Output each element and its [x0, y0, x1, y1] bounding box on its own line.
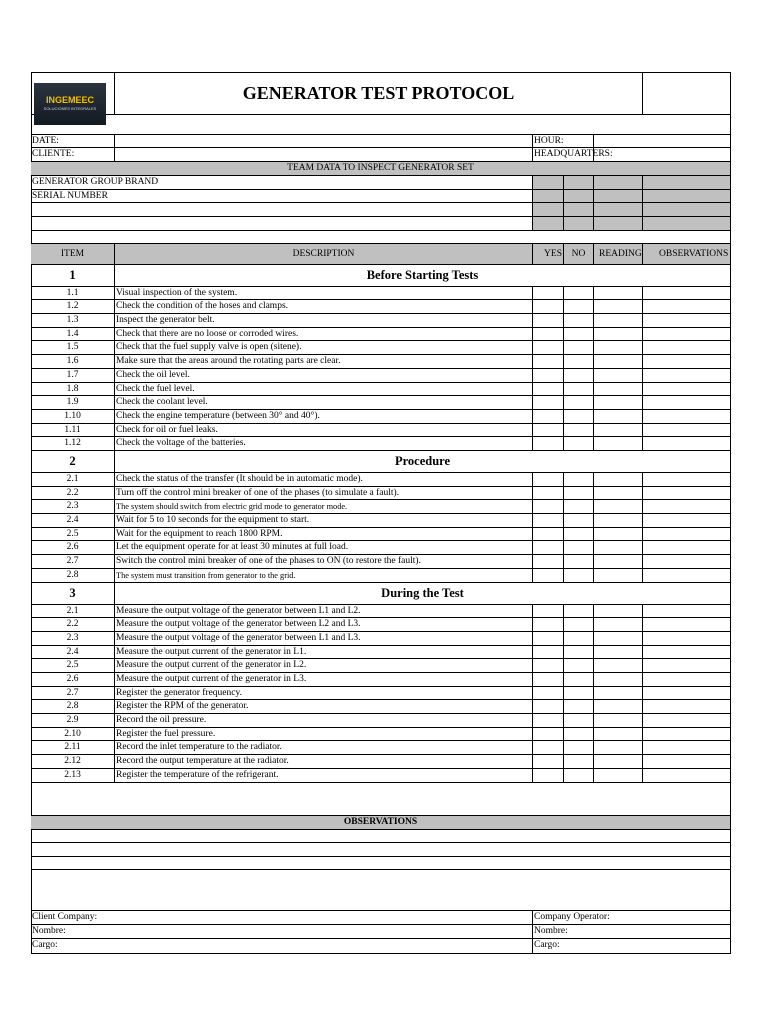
team-value-cell[interactable] [564, 190, 594, 203]
logo-tagline: SOLUCIONES INTEGRALES [43, 106, 97, 111]
yes-checkbox-cell[interactable] [533, 714, 564, 728]
item-description: The system must transition from generator to the grid. [115, 569, 533, 583]
observation-field[interactable] [643, 314, 731, 328]
item-description: Turn off the control mini breaker of one of the phases (to simulate a fault). [115, 487, 533, 500]
team-value-cell[interactable] [643, 190, 731, 203]
observation-field[interactable] [643, 369, 731, 383]
reading-field[interactable] [594, 369, 643, 383]
reading-field[interactable] [594, 424, 643, 437]
headquarters-field[interactable] [594, 148, 731, 162]
yes-checkbox-cell[interactable] [533, 514, 564, 528]
yes-checkbox-cell[interactable] [533, 618, 564, 632]
reading-field[interactable] [594, 396, 643, 410]
client-label: CLIENTE: [31, 148, 115, 162]
observation-field[interactable] [643, 541, 731, 555]
item-description: Check the status of the transfer (It should be in automatic mode). [115, 473, 533, 487]
yes-checkbox-cell[interactable] [533, 328, 564, 341]
observation-field[interactable] [643, 687, 731, 700]
no-checkbox-cell[interactable] [564, 514, 594, 528]
section-number: 2 [31, 451, 115, 473]
spacer-row [31, 783, 731, 816]
observation-field[interactable] [643, 514, 731, 528]
team-value-cell[interactable] [564, 203, 594, 217]
no-checkbox-cell[interactable] [564, 410, 594, 424]
no-checkbox-cell[interactable] [564, 500, 594, 514]
date-label: DATE: [31, 135, 115, 148]
observation-field[interactable] [643, 287, 731, 300]
yes-checkbox-cell[interactable] [533, 369, 564, 383]
no-checkbox-cell[interactable] [564, 673, 594, 687]
item-description: Check the coolant level. [115, 396, 533, 410]
reading-field[interactable] [594, 328, 643, 341]
yes-checkbox-cell[interactable] [533, 728, 564, 741]
yes-checkbox-cell[interactable] [533, 341, 564, 355]
observation-field[interactable] [643, 741, 731, 755]
yes-checkbox-cell[interactable] [533, 424, 564, 437]
client-company-label: Client Company: [31, 911, 533, 925]
reading-field[interactable] [594, 632, 643, 646]
reading-field[interactable] [594, 355, 643, 369]
item-number: 2.7 [31, 687, 115, 700]
title-blank-cell [643, 72, 731, 115]
reading-field[interactable] [594, 437, 643, 451]
yes-checkbox-cell[interactable] [533, 673, 564, 687]
no-checkbox-cell[interactable] [564, 687, 594, 700]
item-description: Measure the output current of the generator in L1. [115, 646, 533, 659]
item-number: 1.4 [31, 328, 115, 341]
reading-field[interactable] [594, 659, 643, 673]
observation-field[interactable] [643, 569, 731, 583]
no-checkbox-cell[interactable] [564, 355, 594, 369]
yes-checkbox-cell[interactable] [533, 473, 564, 487]
team-value-cell[interactable] [594, 176, 643, 190]
team-value-cell[interactable] [643, 176, 731, 190]
section-number: 1 [31, 265, 115, 287]
no-checkbox-cell[interactable] [564, 396, 594, 410]
yes-checkbox-cell[interactable] [533, 287, 564, 300]
observation-field[interactable] [643, 300, 731, 314]
observation-field[interactable] [643, 555, 731, 569]
hour-label: HOUR: [533, 135, 594, 148]
no-checkbox-cell[interactable] [564, 632, 594, 646]
page-title: GENERATOR TEST PROTOCOL [115, 72, 643, 115]
item-description: Measure the output current of the generator in L3. [115, 673, 533, 687]
observation-field[interactable] [643, 383, 731, 396]
col-item-header: ITEM [31, 244, 115, 265]
yes-checkbox-cell[interactable] [533, 410, 564, 424]
reading-field[interactable] [594, 755, 643, 769]
yes-checkbox-cell[interactable] [533, 355, 564, 369]
item-number: 2.10 [31, 728, 115, 741]
company-operator-label: Company Operator: [533, 911, 731, 925]
no-checkbox-cell[interactable] [564, 369, 594, 383]
observation-field[interactable] [643, 714, 731, 728]
team-value-cell[interactable] [533, 217, 564, 231]
item-description: Register the generator frequency. [115, 687, 533, 700]
reading-field[interactable] [594, 673, 643, 687]
item-number: 1.2 [31, 300, 115, 314]
team-row [31, 217, 533, 231]
no-checkbox-cell[interactable] [564, 528, 594, 541]
reading-field[interactable] [594, 500, 643, 514]
item-number: 2.6 [31, 541, 115, 555]
observation-field[interactable] [643, 755, 731, 769]
yes-checkbox-cell[interactable] [533, 500, 564, 514]
no-checkbox-cell[interactable] [564, 424, 594, 437]
team-value-cell[interactable] [594, 190, 643, 203]
observation-field[interactable] [643, 473, 731, 487]
reading-field[interactable] [594, 383, 643, 396]
item-description: Measure the output voltage of the generator between L1 and L2. [115, 605, 533, 618]
logo-name: INGEMEEC [45, 95, 94, 105]
item-number: 2.9 [31, 714, 115, 728]
item-number: 1.5 [31, 341, 115, 355]
no-checkbox-cell[interactable] [564, 755, 594, 769]
no-checkbox-cell[interactable] [564, 541, 594, 555]
yes-checkbox-cell[interactable] [533, 741, 564, 755]
no-checkbox-cell[interactable] [564, 300, 594, 314]
yes-checkbox-cell[interactable] [533, 383, 564, 396]
item-number: 2.5 [31, 659, 115, 673]
observations-line[interactable] [31, 843, 731, 857]
no-checkbox-cell[interactable] [564, 728, 594, 741]
item-description: Register the RPM of the generator. [115, 700, 533, 714]
team-value-cell[interactable] [533, 190, 564, 203]
item-description: Check that there are no loose or corroded wires. [115, 328, 533, 341]
item-description: Check for oil or fuel leaks. [115, 424, 533, 437]
item-description: Wait for 5 to 10 seconds for the equipment to start. [115, 514, 533, 528]
section-title: Procedure [115, 451, 731, 473]
item-description: Wait for the equipment to reach 1800 RPM. [115, 528, 533, 541]
col-observations-header: OBSERVATIONS [643, 244, 731, 265]
yes-checkbox-cell[interactable] [533, 314, 564, 328]
col-reading-header: READING [594, 244, 643, 265]
no-checkbox-cell[interactable] [564, 605, 594, 618]
yes-checkbox-cell[interactable] [533, 569, 564, 583]
observation-field[interactable] [643, 396, 731, 410]
item-description: Record the output temperature at the radiator. [115, 755, 533, 769]
item-number: 2.3 [31, 500, 115, 514]
team-value-cell[interactable] [643, 217, 731, 231]
col-yes-header: YES [533, 244, 564, 265]
reading-field[interactable] [594, 605, 643, 618]
item-number: 2.1 [31, 473, 115, 487]
item-number: 1.6 [31, 355, 115, 369]
observation-field[interactable] [643, 659, 731, 673]
item-description: Let the equipment operate for at least 30 minutes at full load. [115, 541, 533, 555]
item-number: 1.1 [31, 287, 115, 300]
section-title: During the Test [115, 583, 731, 605]
item-description: Record the inlet temperature to the radiator. [115, 741, 533, 755]
no-checkbox-cell[interactable] [564, 555, 594, 569]
observation-field[interactable] [643, 500, 731, 514]
no-checkbox-cell[interactable] [564, 341, 594, 355]
client-position-label: Cargo: [31, 939, 533, 954]
item-description: Check that the fuel supply valve is open (sitene). [115, 341, 533, 355]
reading-field[interactable] [594, 541, 643, 555]
no-checkbox-cell[interactable] [564, 569, 594, 583]
yes-checkbox-cell[interactable] [533, 605, 564, 618]
item-number: 2.4 [31, 514, 115, 528]
yes-checkbox-cell[interactable] [533, 555, 564, 569]
yes-checkbox-cell[interactable] [533, 687, 564, 700]
client-name-label: Nombre: [31, 925, 533, 939]
observation-field[interactable] [643, 410, 731, 424]
no-checkbox-cell[interactable] [564, 487, 594, 500]
yes-checkbox-cell[interactable] [533, 700, 564, 714]
yes-checkbox-cell[interactable] [533, 632, 564, 646]
reading-field[interactable] [594, 728, 643, 741]
team-data-heading: TEAM DATA TO INSPECT GENERATOR SET [31, 162, 731, 176]
no-checkbox-cell[interactable] [564, 328, 594, 341]
item-number: 1.8 [31, 383, 115, 396]
reading-field[interactable] [594, 687, 643, 700]
observations-line[interactable] [31, 870, 731, 911]
protocol-form [31, 72, 731, 954]
logo-cell [31, 72, 115, 115]
observations-line[interactable] [31, 830, 731, 843]
observations-heading: OBSERVATIONS [31, 816, 731, 830]
no-checkbox-cell[interactable] [564, 769, 594, 783]
section-number: 3 [31, 583, 115, 605]
item-number: 1.10 [31, 410, 115, 424]
item-description: Make sure that the areas around the rotating parts are clear. [115, 355, 533, 369]
reading-field[interactable] [594, 700, 643, 714]
serial-label: SERIAL NUMBER [31, 190, 533, 203]
observations-line[interactable] [31, 857, 731, 870]
item-number: 2.5 [31, 528, 115, 541]
team-value-cell[interactable] [564, 217, 594, 231]
spacer-row [31, 115, 731, 135]
item-description: Check the engine temperature (between 30° and 40°). [115, 410, 533, 424]
item-number: 2.12 [31, 755, 115, 769]
item-description: Measure the output voltage of the generator between L1 and L3. [115, 632, 533, 646]
reading-field[interactable] [594, 618, 643, 632]
no-checkbox-cell[interactable] [564, 287, 594, 300]
team-row [31, 203, 533, 217]
date-field[interactable] [115, 135, 533, 148]
reading-field[interactable] [594, 314, 643, 328]
item-description: Measure the output current of the generator in L2. [115, 659, 533, 673]
observation-field[interactable] [643, 673, 731, 687]
hour-field[interactable] [594, 135, 731, 148]
spacer-row [31, 231, 731, 244]
operator-position-label: Cargo: [533, 939, 731, 954]
reading-field[interactable] [594, 410, 643, 424]
item-description: Visual inspection of the system. [115, 287, 533, 300]
yes-checkbox-cell[interactable] [533, 396, 564, 410]
item-description: Switch the control mini breaker of one of the phases to ON (to restore the fault). [115, 555, 533, 569]
reading-field[interactable] [594, 341, 643, 355]
observation-field[interactable] [643, 728, 731, 741]
item-number: 2.8 [31, 569, 115, 583]
item-number: 2.1 [31, 605, 115, 618]
observation-field[interactable] [643, 424, 731, 437]
observation-field[interactable] [643, 646, 731, 659]
no-checkbox-cell[interactable] [564, 659, 594, 673]
item-description: Register the temperature of the refrigerant. [115, 769, 533, 783]
reading-field[interactable] [594, 528, 643, 541]
client-field[interactable] [115, 148, 533, 162]
reading-field[interactable] [594, 741, 643, 755]
reading-field[interactable] [594, 487, 643, 500]
item-number: 2.3 [31, 632, 115, 646]
reading-field[interactable] [594, 569, 643, 583]
observation-field[interactable] [643, 341, 731, 355]
item-number: 2.11 [31, 741, 115, 755]
reading-field[interactable] [594, 555, 643, 569]
reading-field[interactable] [594, 473, 643, 487]
reading-field[interactable] [594, 714, 643, 728]
observation-field[interactable] [643, 700, 731, 714]
reading-field[interactable] [594, 646, 643, 659]
no-checkbox-cell[interactable] [564, 714, 594, 728]
section-title: Before Starting Tests [115, 265, 731, 287]
col-description-header: DESCRIPTION [115, 244, 533, 265]
team-value-cell[interactable] [533, 203, 564, 217]
observation-field[interactable] [643, 487, 731, 500]
no-checkbox-cell[interactable] [564, 646, 594, 659]
item-description: Check the voltage of the batteries. [115, 437, 533, 451]
item-number: 2.7 [31, 555, 115, 569]
no-checkbox-cell[interactable] [564, 473, 594, 487]
item-description: Record the oil pressure. [115, 714, 533, 728]
yes-checkbox-cell[interactable] [533, 646, 564, 659]
no-checkbox-cell[interactable] [564, 700, 594, 714]
item-number: 1.3 [31, 314, 115, 328]
headquarters-label: HEADQUARTERS: [533, 148, 594, 162]
item-number: 2.4 [31, 646, 115, 659]
item-number: 2.13 [31, 769, 115, 783]
item-number: 1.11 [31, 424, 115, 437]
no-checkbox-cell[interactable] [564, 314, 594, 328]
no-checkbox-cell[interactable] [564, 741, 594, 755]
reading-field[interactable] [594, 287, 643, 300]
team-value-cell[interactable] [564, 176, 594, 190]
item-number: 2.2 [31, 618, 115, 632]
item-description: Inspect the generator belt. [115, 314, 533, 328]
item-description: Register the fuel pressure. [115, 728, 533, 741]
observation-field[interactable] [643, 528, 731, 541]
team-value-cell[interactable] [594, 217, 643, 231]
item-number: 2.6 [31, 673, 115, 687]
item-number: 1.9 [31, 396, 115, 410]
no-checkbox-cell[interactable] [564, 383, 594, 396]
item-description: Measure the output voltage of the generator between L2 and L3. [115, 618, 533, 632]
reading-field[interactable] [594, 514, 643, 528]
no-checkbox-cell[interactable] [564, 618, 594, 632]
yes-checkbox-cell[interactable] [533, 769, 564, 783]
observation-field[interactable] [643, 437, 731, 451]
team-value-cell[interactable] [594, 203, 643, 217]
yes-checkbox-cell[interactable] [533, 541, 564, 555]
item-description: Check the condition of the hoses and clamps. [115, 300, 533, 314]
observation-field[interactable] [643, 605, 731, 618]
item-description: The system should switch from electric grid mode to generator mode. [115, 500, 533, 514]
yes-checkbox-cell[interactable] [533, 528, 564, 541]
item-number: 1.12 [31, 437, 115, 451]
observation-field[interactable] [643, 632, 731, 646]
operator-name-label: Nombre: [533, 925, 731, 939]
yes-checkbox-cell[interactable] [533, 755, 564, 769]
observation-field[interactable] [643, 618, 731, 632]
col-no-header: NO [564, 244, 594, 265]
item-description: Check the fuel level. [115, 383, 533, 396]
no-checkbox-cell[interactable] [564, 437, 594, 451]
observation-field[interactable] [643, 769, 731, 783]
team-value-cell[interactable] [533, 176, 564, 190]
item-number: 2.8 [31, 700, 115, 714]
brand-label: GENERATOR GROUP BRAND [31, 176, 533, 190]
yes-checkbox-cell[interactable] [533, 487, 564, 500]
yes-checkbox-cell[interactable] [533, 437, 564, 451]
observation-field[interactable] [643, 328, 731, 341]
reading-field[interactable] [594, 300, 643, 314]
item-description: Check the oil level. [115, 369, 533, 383]
reading-field[interactable] [594, 769, 643, 783]
item-number: 2.2 [31, 487, 115, 500]
yes-checkbox-cell[interactable] [533, 659, 564, 673]
item-number: 1.7 [31, 369, 115, 383]
yes-checkbox-cell[interactable] [533, 300, 564, 314]
team-value-cell[interactable] [643, 203, 731, 217]
observation-field[interactable] [643, 355, 731, 369]
